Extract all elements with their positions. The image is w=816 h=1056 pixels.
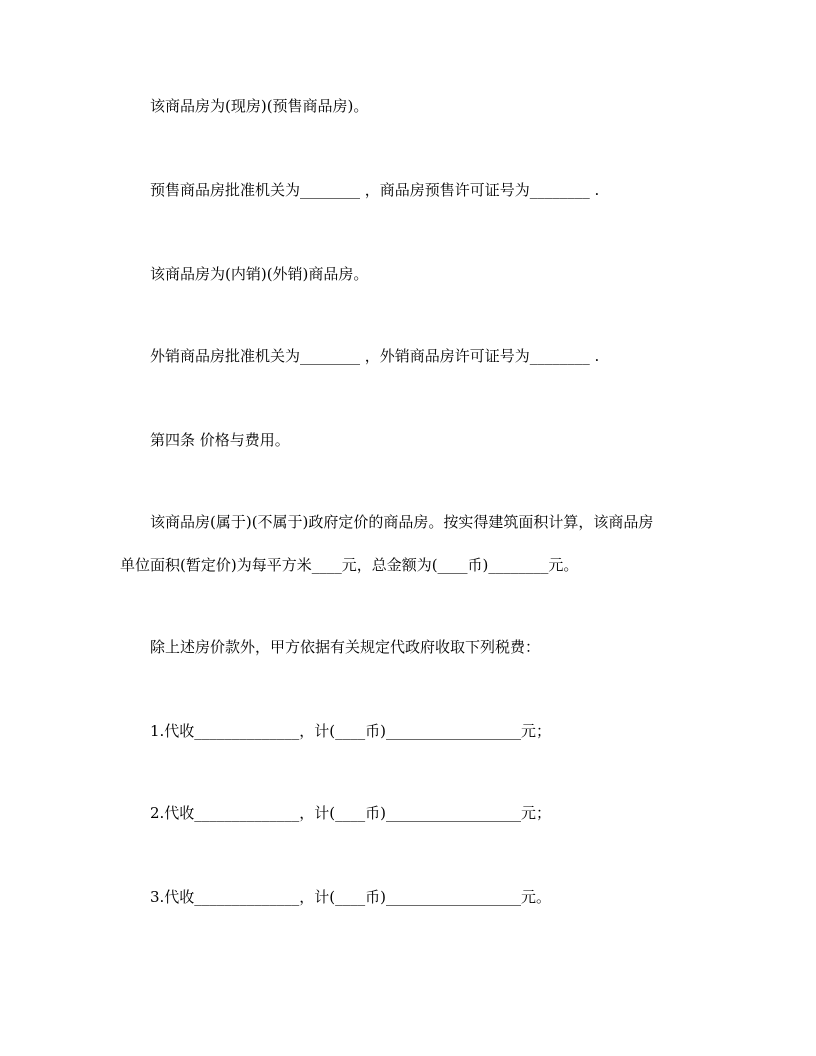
paragraph-taxes-intro: 除上述房价款外，甲方依据有关规定代政府收取下列税费： <box>150 638 541 656</box>
tax-item-1: 1.代收______________，计(____币)__________________元； <box>150 722 552 740</box>
paragraph-foreign-permit: 外销商品房批准机关为________ ，外销商品房许可证号为________ . <box>150 347 600 365</box>
paragraph-house-status: 该商品房为(现房)(预售商品房)。 <box>150 97 369 115</box>
tax-item-3: 3.代收______________，计(____币)__________________元。 <box>150 888 552 906</box>
paragraph-domestic-foreign: 该商品房为(内销)(外销)商品房。 <box>150 265 369 283</box>
tax-item-2: 2.代收______________，计(____币)__________________元； <box>150 804 552 822</box>
article-four-heading: 第四条 价格与费用。 <box>150 431 290 449</box>
paragraph-presale-permit: 预售商品房批准机关为________ ，商品房预售许可证号为________ . <box>150 181 600 199</box>
paragraph-price-line-1: 该商品房(属于)(不属于)政府定价的商品房。按实得建筑面积计算，该商品房 <box>150 513 654 531</box>
paragraph-price-line-2: 单位面积(暂定价)为每平方米____元，总金额为(____币)________元。 <box>120 556 579 574</box>
